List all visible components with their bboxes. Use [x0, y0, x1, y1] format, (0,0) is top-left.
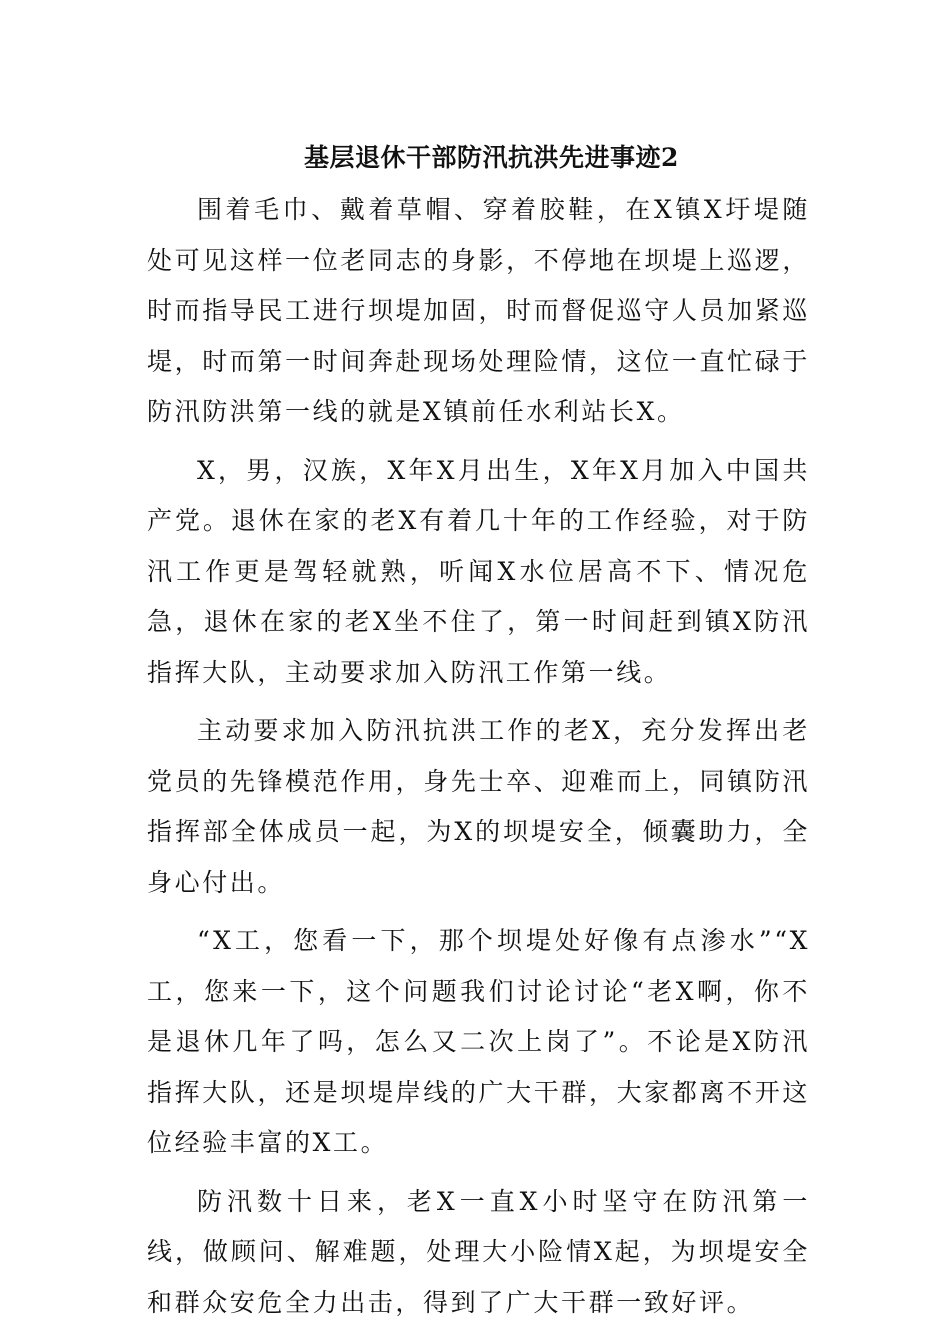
paragraph-3: 主动要求加入防汛抗洪工作的老X，充分发挥出老党员的先锋模范作用，身先士卒、迎难而上，同镇防汛指挥部全体成员一起，为X的坝堤安全，倾囊助力，全身心付出。 — [147, 716, 810, 897]
paragraph-4: “X工，您看一下，那个坝堤处好像有点渗水”“X工，您来一下，这个问题我们讨论讨论“老X啊，你不是退休几年了吗，怎么又二次上岗了”。不论是X防汛指挥大队，还是坝堤岸线的广大干群，大家都离不开这位经验丰富的X工。 — [147, 926, 810, 1157]
paragraph-5: 防汛数十日来，老X一直X小时坚守在防汛第一线，做顾问、解难题，处理大小险情X起，为坝堤安全和群众安危全力出击，得到了广大干群一致好评。 — [147, 1186, 810, 1317]
document-title: 基层退休干部防汛抗洪先进事迹2 — [304, 143, 679, 172]
paragraph-1: 围着毛巾、戴着草帽、穿着胶鞋，在X镇X圩堤随处可见这样一位老同志的身影，不停地在坝堤上巡逻，时而指导民工进行坝堤加固，时而督促巡守人员加紧巡堤，时而第一时间奔赴现场处理险情，这位一直忙碌于防汛防洪第一线的就是X镇前任水利站长X。 — [147, 195, 810, 426]
document-page — [147, 138, 810, 1328]
paragraph-2: X，男，汉族，X年X月出生，X年X月加入中国共产党。退休在家的老X有着几十年的工作经验，对于防汛工作更是驾轻就熟，听闻X水位居高不下、情况危急，退休在家的老X坐不住了，第一时间赶到镇X防汛指挥大队，主动要求加入防汛工作第一线。 — [147, 455, 810, 687]
